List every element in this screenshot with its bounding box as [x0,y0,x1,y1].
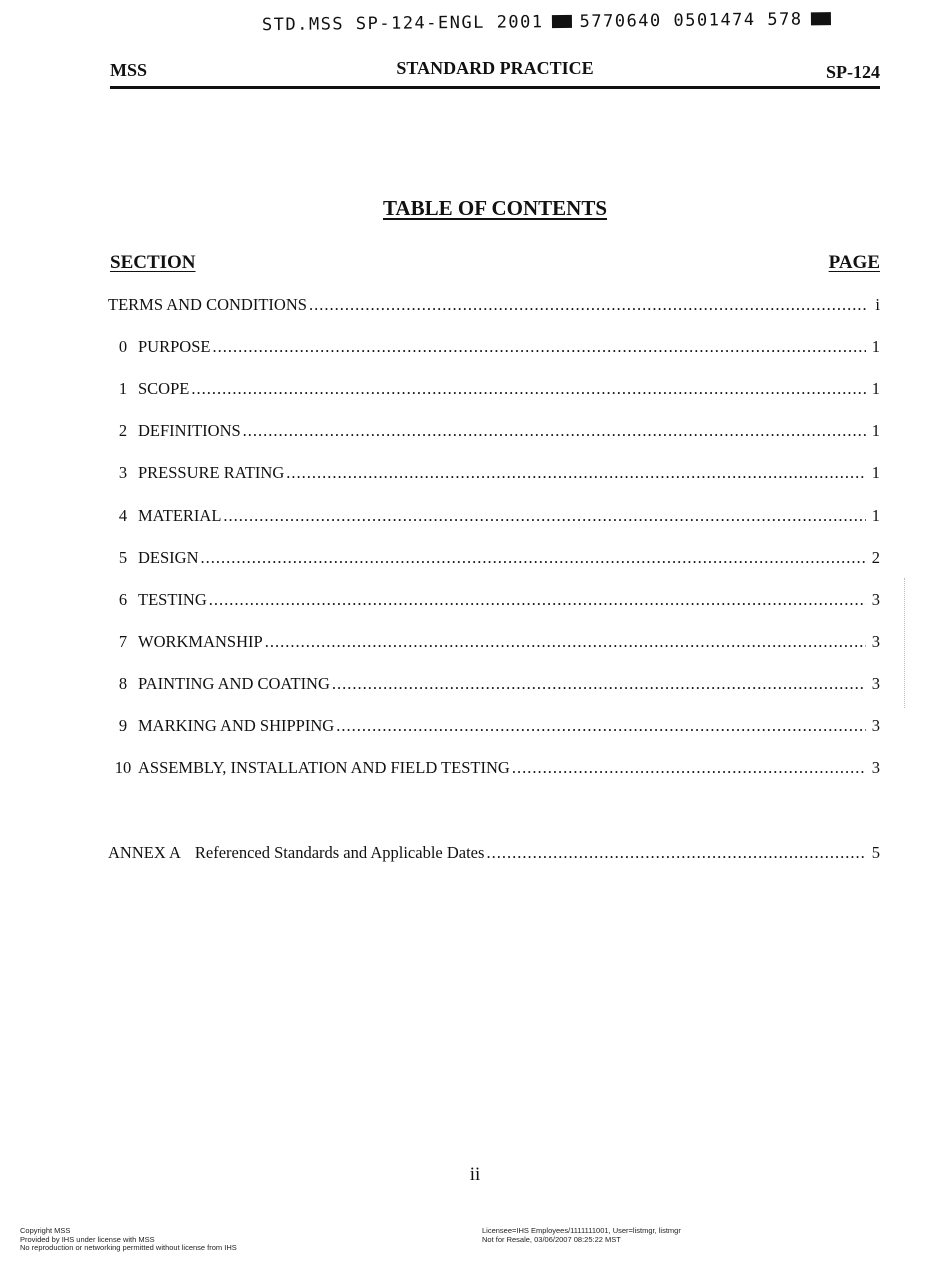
toc-entry-title: PURPOSE [138,337,211,356]
page-title: TABLE OF CONTENTS [382,196,608,220]
toc-entry-number: 2 [118,421,128,440]
toc-entry-title: MARKING AND SHIPPING [138,716,335,735]
toc-entry-title: PRESSURE RATING [138,463,285,482]
toc-entry-number: 3 [118,463,128,482]
section-column-heading: SECTION [110,252,196,273]
toc-entry-testing[interactable] [108,590,880,612]
dot-leader [512,758,866,778]
toc-entry-design[interactable] [108,548,880,570]
stamp-serial: 5770640 0501474 578 [579,9,803,32]
dot-leader [265,632,866,652]
toc-entry-title: WORKMANSHIP [138,632,263,651]
footer-line: Provided by IHS under license with MSS [20,1234,155,1244]
annex-title: Referenced Standards and Applicable Dates [194,843,485,862]
scan-margin-marks [904,578,907,708]
annex-page: 5 [871,843,880,862]
header-doc-number: SP-124 [826,62,880,82]
footer-line: No reproduction or networking permitted without license from IHS [20,1243,237,1252]
toc-entry-page: 1 [871,379,880,398]
toc-entry-assembly[interactable] [108,758,880,780]
dot-leader [486,843,866,863]
toc-entry-number: 5 [118,548,128,567]
toc-entry-page: 2 [871,548,880,567]
toc-entry-page: i [875,295,880,314]
toc-entry-title: MATERIAL [138,506,222,525]
toc-entry-material[interactable] [108,506,880,528]
dot-leader [209,590,866,610]
toc-entry-page: 3 [871,716,880,735]
toc-entry-title: TESTING [138,590,207,609]
header-rule [110,86,880,89]
dot-leader [212,337,866,357]
toc-entry-title: DESIGN [138,548,199,567]
dot-leader [201,548,867,568]
toc-entry-title: PAINTING AND COATING [138,674,330,693]
toc-entry-annex-a[interactable] [108,843,880,865]
dot-leader [332,674,866,694]
toc-entry-number: 10 [114,758,132,777]
dot-leader [243,421,866,441]
toc-entry-page: 1 [871,421,880,440]
page-number: ii [469,1164,481,1185]
stamp-block-mark [810,12,830,25]
header-org: MSS [110,60,148,80]
toc-entry-page: 1 [871,463,880,482]
toc-entry-title: ASSEMBLY, INSTALLATION AND FIELD TESTING [138,758,510,777]
toc-entry-number: 4 [118,506,128,525]
copyright-footer [20,1227,237,1253]
footer-line: Not for Resale, 03/06/2007 08:25:22 MST [482,1234,621,1244]
toc-entry-painting-coating[interactable] [108,674,880,696]
document-id-stamp [262,9,862,45]
toc-entry-number: 1 [118,379,128,398]
toc-entry-title: SCOPE [138,379,190,398]
dot-leader [336,716,866,736]
license-footer [482,1227,681,1244]
header-title: STANDARD PRACTICE [396,58,594,78]
footer-line: Licensee=IHS Employees/1111111001, User=listmgr, listmgr [482,1226,681,1235]
toc-entry-page: 1 [871,506,880,525]
toc-entry-definitions[interactable] [108,421,880,443]
page-header [110,60,880,82]
toc-entry-page: 3 [871,758,880,777]
footer-line: Copyright MSS [20,1226,71,1235]
toc-entry-number: 7 [118,632,128,651]
dot-leader [223,506,866,526]
toc-entry-page: 3 [871,632,880,651]
toc-entry-page: 3 [871,590,880,609]
toc-entry-page: 1 [871,337,880,356]
toc-entry-title: TERMS AND CONDITIONS [108,295,307,314]
toc-entry-scope[interactable] [108,379,880,401]
toc-entry-workmanship[interactable] [108,632,880,654]
dot-leader [191,379,866,399]
toc-entry-purpose[interactable] [108,337,880,359]
toc-entry-number: 0 [118,337,128,356]
toc-entry-title: DEFINITIONS [138,421,241,440]
toc-entry-number: 8 [118,674,128,693]
toc-entry-page: 3 [871,674,880,693]
dot-leader [286,463,866,483]
stamp-block-mark [552,15,572,28]
annex-label: ANNEX A [108,843,181,862]
stamp-doc-code: STD.MSS SP-124-ENGL 2001 [261,12,544,36]
toc-entry-number: 9 [118,716,128,735]
toc-entry-terms[interactable] [108,295,880,317]
toc-entry-marking-shipping[interactable] [108,716,880,738]
toc-entry-pressure-rating[interactable] [108,463,880,485]
toc-entry-number: 6 [118,590,128,609]
dot-leader [309,295,866,315]
page-column-heading: PAGE [828,252,880,273]
